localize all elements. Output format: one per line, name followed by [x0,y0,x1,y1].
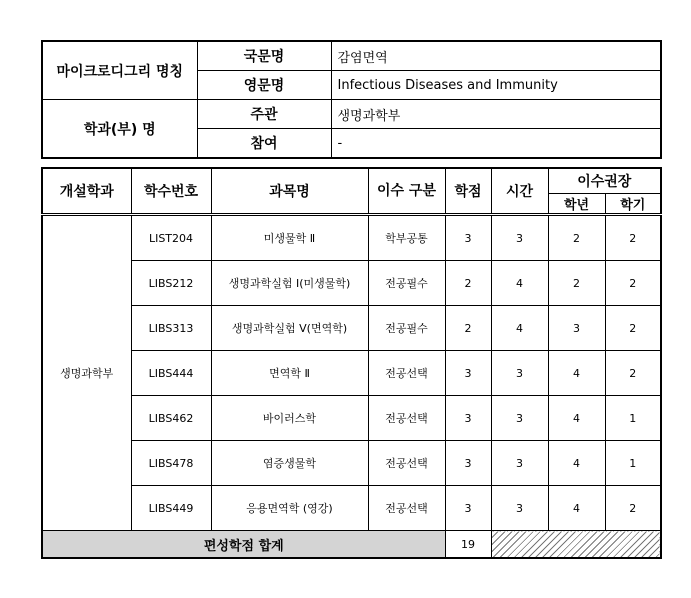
year-cell: 4 [548,486,605,531]
total-label: 편성학점 합계 [42,531,445,559]
hatched-cell [491,531,661,559]
table-row [42,215,661,261]
hours-cell: 4 [491,306,548,351]
code-cell: LIST204 [131,215,211,261]
code-cell: LIBS478 [131,441,211,486]
credit-cell: 2 [445,306,491,351]
type-cell: 학부공통 [368,215,445,261]
semester-cell: 1 [605,396,661,441]
table-row [42,261,661,306]
english-name-value: Infectious Diseases and Immunity [331,71,661,100]
type-cell: 전공선택 [368,396,445,441]
hours-cell: 3 [491,396,548,441]
dept-cell: 생명과학부 [42,215,131,531]
table-row [42,441,661,486]
credit-cell: 2 [445,261,491,306]
type-cell: 전공필수 [368,261,445,306]
name-cell: 바이러스학 [211,396,368,441]
header-name: 과목명 [211,168,368,215]
host-value: 생명과학부 [331,100,661,129]
header-year: 학년 [548,194,605,215]
code-cell: LIBS449 [131,486,211,531]
code-cell: LIBS444 [131,351,211,396]
header-credit: 학점 [445,168,491,215]
semester-cell: 2 [605,215,661,261]
semester-cell: 2 [605,306,661,351]
credit-cell: 3 [445,215,491,261]
code-cell: LIBS313 [131,306,211,351]
program-label: 마이크로디그리 명칭 [42,41,197,100]
name-cell: 미생물학 Ⅱ [211,215,368,261]
code-cell: LIBS212 [131,261,211,306]
dept-label: 학과(부) 명 [42,100,197,159]
header-dept: 개설학과 [42,168,131,215]
credit-cell: 3 [445,486,491,531]
hours-cell: 3 [491,351,548,396]
header-semester: 학기 [605,194,661,215]
table-row [42,486,661,531]
code-cell: LIBS462 [131,396,211,441]
type-cell: 전공선택 [368,486,445,531]
total-credit: 19 [445,531,491,559]
semester-cell: 1 [605,441,661,486]
course-table [41,167,662,559]
total-row [42,531,661,559]
semester-cell: 2 [605,261,661,306]
header-code: 학수번호 [131,168,211,215]
header-type: 이수 구분 [368,168,445,215]
table-row [42,396,661,441]
hours-cell: 3 [491,441,548,486]
english-name-label: 영문명 [197,71,331,100]
korean-name-value: 감염면역 [331,41,661,71]
participant-value: - [331,129,661,159]
credit-cell: 3 [445,441,491,486]
name-cell: 생명과학실험 Ⅴ(면역학) [211,306,368,351]
year-cell: 4 [548,351,605,396]
table-row [42,351,661,396]
participant-label: 참여 [197,129,331,159]
type-cell: 전공필수 [368,306,445,351]
semester-cell: 2 [605,486,661,531]
year-cell: 2 [548,215,605,261]
type-cell: 전공선택 [368,351,445,396]
hours-cell: 3 [491,486,548,531]
year-cell: 4 [548,441,605,486]
header-recommend: 이수권장 [548,168,661,194]
table-row [42,306,661,351]
credit-cell: 3 [445,396,491,441]
hours-cell: 3 [491,215,548,261]
credit-cell: 3 [445,351,491,396]
name-cell: 응용면역학 (영강) [211,486,368,531]
name-cell: 면역학 Ⅱ [211,351,368,396]
semester-cell: 2 [605,351,661,396]
year-cell: 2 [548,261,605,306]
type-cell: 전공선택 [368,441,445,486]
host-label: 주관 [197,100,331,129]
name-cell: 염증생물학 [211,441,368,486]
header-hours: 시간 [491,168,548,215]
korean-name-label: 국문명 [197,41,331,71]
hours-cell: 4 [491,261,548,306]
year-cell: 4 [548,396,605,441]
year-cell: 3 [548,306,605,351]
name-cell: 생명과학실험 Ⅰ(미생물학) [211,261,368,306]
program-info-table [41,40,662,159]
